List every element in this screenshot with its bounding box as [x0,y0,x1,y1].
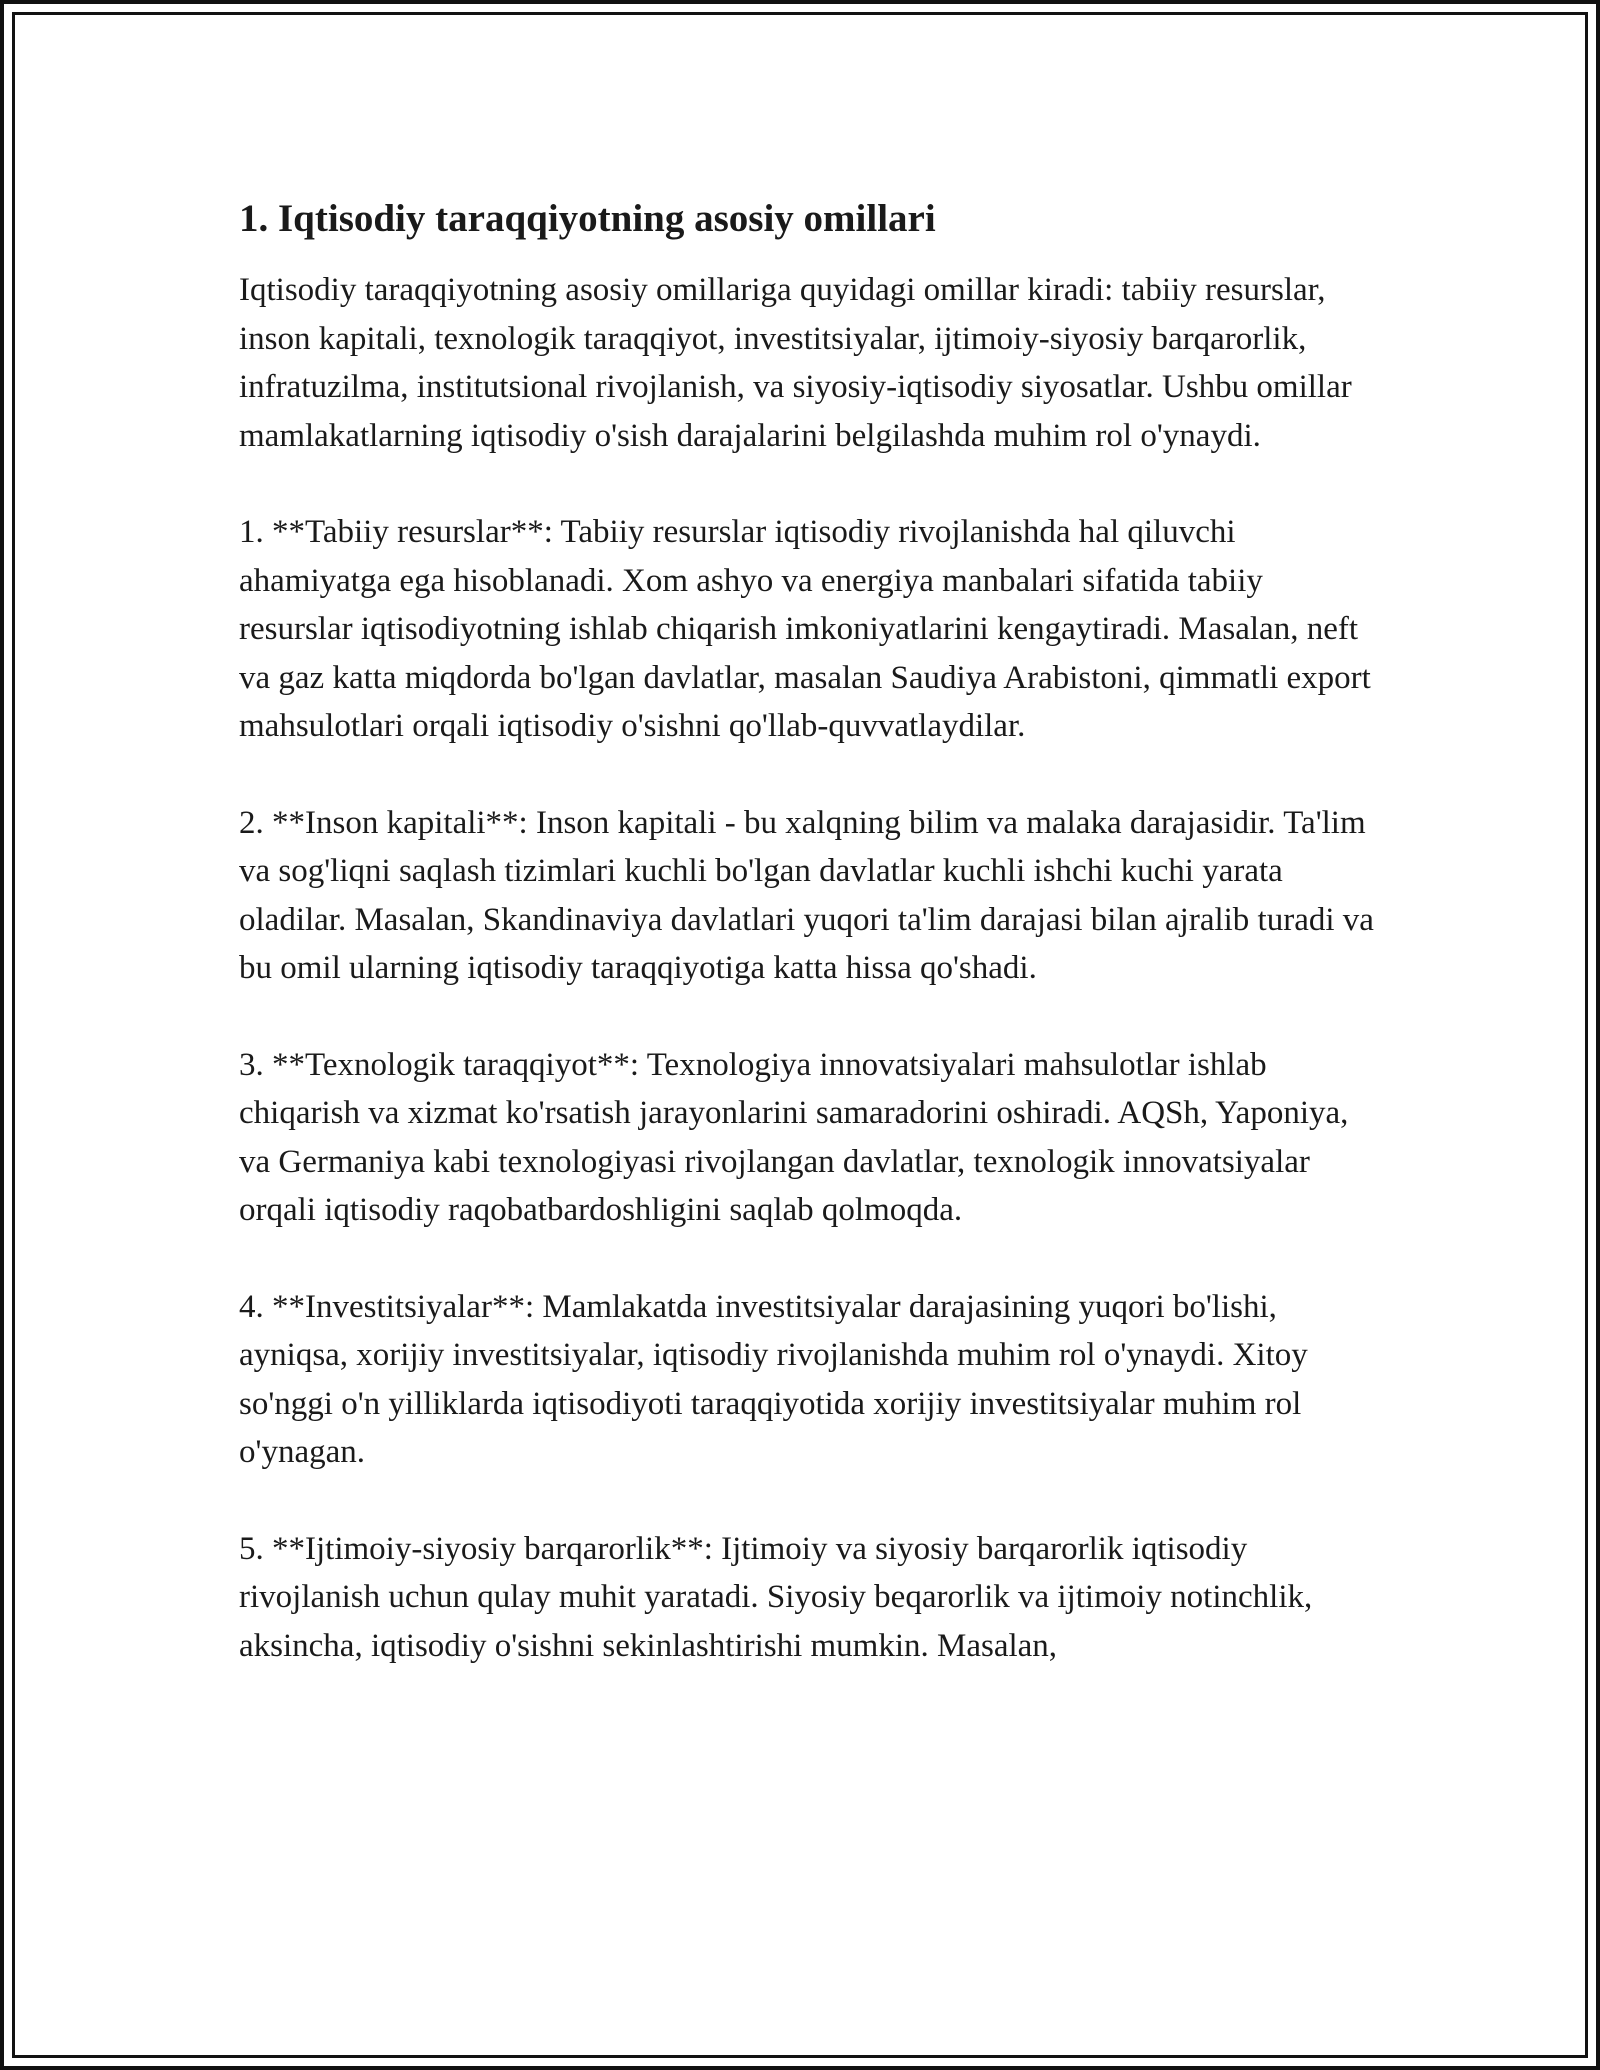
paragraph-technological-progress: 3. **Texnologik taraqqiyot**: Texnologiya innovatsiyalari mahsulotlar ishlab chiqarish va xizmat ko'rsatish jarayonlarini samaradorini oshiradi. AQSh, Yaponiya, va Germaniya kabi texnologiyasi rivojlangan davlatlar, texnologik innovatsiyalar orqali iqtisodiy raqobatbardoshligini saqlab qolmoqda. [239,1046,1349,1228]
intro-paragraph: Iqtisodiy taraqqiyotning asosiy omillariga quyidagi omillar kiradi: tabiiy resurslar, inson kapitali, texnologik taraqqiyot, investitsiyalar, ijtimoiy-siyosiy barqarorlik, infratuzilma, institutsional rivojlanish, va siyosiy-iqtisodiy siyosatlar. Ushbu omillar mamlakatlarning iqtisodiy o'sish darajalarini belgilashda muhim rol o'ynaydi. [239,272,1352,454]
document-body [239,194,1374,1718]
paragraph-investments: 4. **Investitsiyalar**: Mamlakatda investitsiyalar darajasining yuqori bo'lishi, ayniqsa, xorijiy investitsiyalar, iqtisodiy rivojlanishda muhim rol o'ynaydi. Xitoy so'nggi o'n yilliklarda iqtisodiyoti taraqqiyotida xorijiy investitsiyalar muhim rol o'ynagan. [239,1288,1308,1470]
paragraph-natural-resources: 1. **Tabiiy resurslar**: Tabiiy resurslar iqtisodiy rivojlanishda hal qiluvchi ahamiyatga ega hisoblanadi. Xom ashyo va energiya manbalari sifatida tabiiy resurslar iqtisodiyotning ishlab chiqarish imkoniyatlarini kengaytiradi. Masalan, neft va gaz katta miqdorda bo'lgan davlatlar, masalan Saudiya Arabistoni, qimmatli export mahsulotlari orqali iqtisodiy o'sishni qo'llab-quvvatlaydilar. [239,514,1371,744]
paragraph-human-capital: 2. **Inson kapitali**: Inson kapitali - bu xalqning bilim va malaka darajasidir. Ta'lim va sog'liqni saqlash tizimlari kuchli bo'lgan davlatlar kuchli ishchi kuchi yarata oladilar. Masalan, Skandinaviya davlatlari yuqori ta'lim darajasi bilan ajralib turadi va bu omil ularning iqtisodiy taraqqiyotiga katta hissa qo'shadi. [239,804,1374,986]
document-title: 1. Iqtisodiy taraqqiyotning asosiy omillari [239,197,936,240]
paragraph-socio-political-stability: 5. **Ijtimoiy-siyosiy barqarorlik**: Ijtimoiy va siyosiy barqarorlik iqtisodiy rivojlanish uchun qulay muhit yaratadi. Siyosiy beqarorlik va ijtimoiy notinchlik, aksincha, iqtisodiy o'sishni sekinlashtirishi mumkin. Masalan, [239,1530,1313,1664]
